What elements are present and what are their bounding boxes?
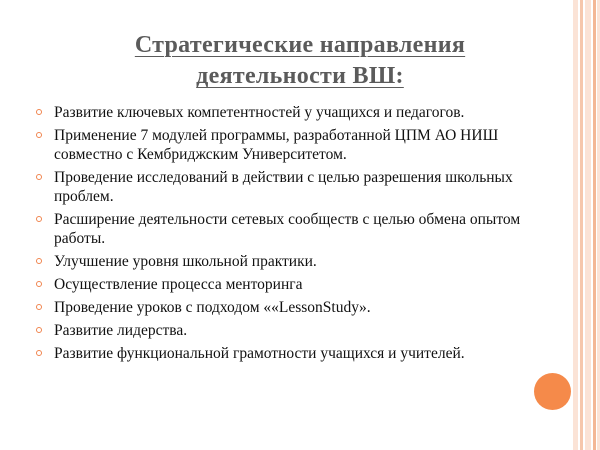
list-item [36,275,556,294]
slide-title [40,30,560,92]
list-item-text: Применение 7 модулей программы, разработанной ЦПМ АО НИШ совместно с Кембриджским Университетом. [54,127,499,163]
list-item [36,126,556,164]
ring-bullet-icon [36,327,42,333]
decorative-stripe [585,0,591,450]
list-item-text: Проведение исследований в действии с целью разрешения школьных проблем. [54,169,513,205]
list-item-text: Проведение уроков с подходом ««LessonStudy». [54,299,371,316]
ring-bullet-icon [36,281,42,287]
ring-bullet-icon [36,304,42,310]
list-item-text: Расширение деятельности сетевых сообществ с целью обмена опытом работы. [54,211,521,247]
decorative-stripe [593,0,596,450]
list-item [36,168,556,206]
ring-bullet-icon [36,216,42,222]
list-item-text: Развитие функциональной грамотности учащихся и учителей. [54,345,465,362]
list-item-text: Осуществление процесса менторинга [54,276,303,293]
list-item-text: Развитие ключевых компетентностей у учащихся и педагогов. [54,104,465,121]
list-item [36,210,556,248]
list-item [36,344,556,363]
ring-bullet-icon [36,174,42,180]
list-item-text: Развитие лидерства. [54,322,188,339]
orange-circle-icon [534,373,571,410]
ring-bullet-icon [36,132,42,138]
slide-title-line-1: Стратегические направления [134,32,466,58]
ring-bullet-icon [36,350,42,356]
list-item [36,321,556,340]
decorative-stripe [580,0,583,450]
list-item [36,252,556,271]
list-item [36,103,556,122]
list-item [36,298,556,317]
decorative-stripe [573,0,578,450]
slide-title-line-2: деятельности ВШ: [196,63,404,89]
ring-bullet-icon [36,258,42,264]
list-item-text: Улучшение уровня школьной практики. [54,253,317,270]
ring-bullet-icon [36,109,42,115]
bullet-list [36,103,556,367]
